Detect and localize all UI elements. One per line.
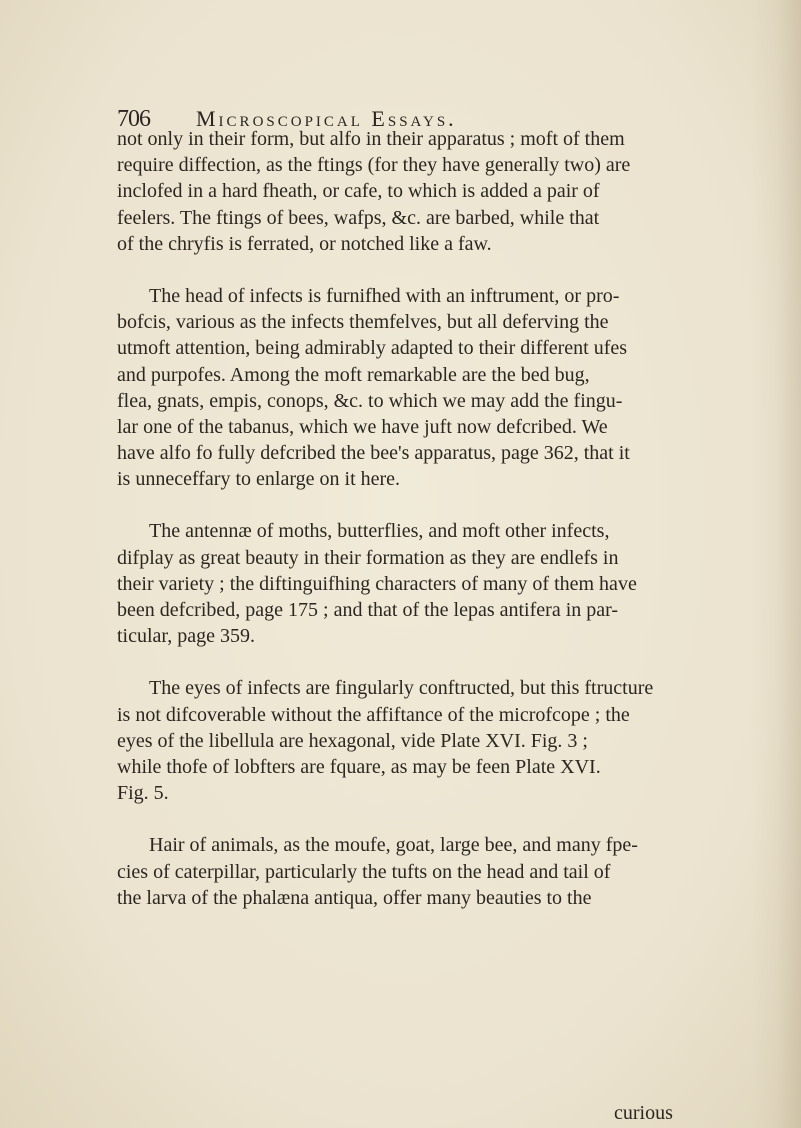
paragraph: [117, 832, 698, 911]
text-line: bofcis, various as the infects themfelves, but all deferving the: [117, 311, 609, 334]
page-number: 706: [117, 106, 150, 132]
text-line: their variety ; the diftinguifhing characters of many of them have: [117, 572, 637, 595]
body-text: [117, 126, 698, 911]
text-line: the larva of the phalæna antiqua, offer many beauties to the: [117, 886, 592, 909]
catchword: curious: [614, 1102, 673, 1124]
text-line: Fig. 5.: [117, 782, 169, 805]
paragraph: [117, 283, 698, 493]
text-line: been defcribed, page 175 ; and that of the lepas antifera in par-: [117, 599, 619, 621]
text-line: difplay as great beauty in their formation as they are endlefs in: [117, 546, 619, 569]
text-line: and purpofes. Among the moft remarkable are the bed bug,: [117, 363, 590, 386]
paragraph: [117, 126, 698, 257]
text-line: is not difcoverable without the affiftance of the microfcope ; the: [117, 703, 630, 726]
text-line: inclofed in a hard fheath, or cafe, to which is added a pair of: [117, 180, 600, 203]
text-line: cies of caterpillar, particularly the tufts on the head and tail of: [117, 860, 611, 883]
running-title: Microscopical Essays.: [196, 106, 457, 131]
text-line: have alfo fo fully defcribed the bee's apparatus, page 362, that it: [117, 442, 630, 465]
text-line: The head of infects is furnifhed with an inftrument, or pro-: [149, 284, 620, 307]
paragraph: [117, 518, 698, 649]
text-line: flea, gnats, empis, conops, &c. to which we may add the fingu-: [117, 389, 623, 412]
text-line: of the chryfis is ferrated, or notched like a faw.: [117, 232, 492, 255]
text-line: require diffection, as the ftings (for they have generally two) are: [117, 154, 631, 177]
text-line: The antennæ of moths, butterflies, and moft other infects,: [149, 520, 610, 543]
text-line: ticular, page 359.: [117, 625, 256, 648]
text-line: eyes of the libellula are hexagonal, vide Plate XVI. Fig. 3 ;: [117, 729, 588, 752]
text-line: lar one of the tabanus, which we have juft now defcribed. We: [117, 415, 608, 438]
text-line: utmoft attention, being admirably adapted to their different ufes: [117, 337, 628, 360]
text-line: feelers. The ftings of bees, wafps, &c. are barbed, while that: [117, 206, 600, 229]
text-line: not only in their form, but alfo in their apparatus ; moft of them: [117, 128, 625, 150]
text-line: is unneceffary to enlarge on it here.: [117, 468, 401, 491]
text-line: Hair of animals, as the moufe, goat, large bee, and many fpe-: [149, 834, 638, 857]
text-line: while thofe of lobfters are fquare, as may be feen Plate XVI.: [117, 755, 601, 778]
paragraph: [117, 675, 698, 806]
text-line: The eyes of infects are fingularly conftructed, but this ftructure: [149, 677, 654, 700]
